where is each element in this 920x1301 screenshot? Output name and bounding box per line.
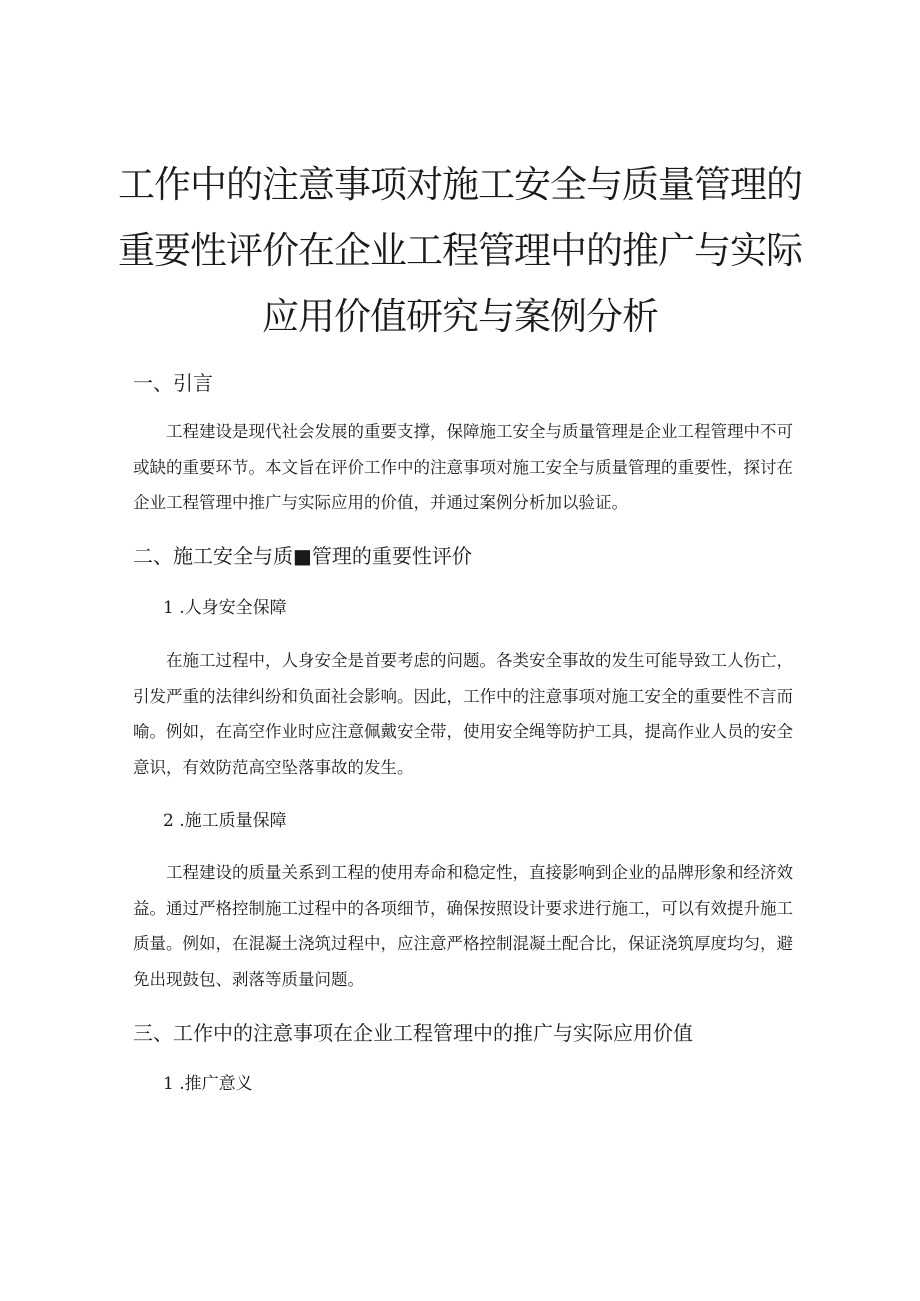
- title-line-1: 工作中的注意事项对施工安全与质量管理的: [118, 163, 802, 206]
- subsection-heading-personal-safety: 1 .人身安全保障: [163, 598, 287, 618]
- document-title: [0, 152, 920, 350]
- title-line-2: 重要性评价在企业工程管理中的推广与实际: [118, 229, 802, 272]
- subsection-heading-construction-quality: 2 .施工质量保障: [163, 811, 287, 831]
- subsection-heading-promotion-significance: 1 .推广意义: [163, 1074, 253, 1094]
- title-line-3: 应用价值研究与案例分析: [262, 295, 658, 338]
- paragraph-personal-safety: 在施工过程中，人身安全是首要考虑的问题。各类安全事故的发生可能导致工人伤亡，引发严重的法律纠纷和负面社会影响。因此，工作中的注意事项对施工安全的重要性不言而喻。例如，在高空作业时应注意佩戴安全带，使用安全绳等防护工具，提高作业人员的安全意识，有效防范高空坠落事故的发生。: [133, 651, 793, 777]
- paragraph-construction-quality: 工程建设的质量关系到工程的使用寿命和稳定性，直接影响到企业的品牌形象和经济效益。通过严格控制施工过程中的各项细节，确保按照设计要求进行施工，可以有效提升施工质量。例如，在混凝土浇筑过程中，应注意严格控制混凝土配合比，保证浇筑厚度均匀，避免出现鼓包、剥落等质量问题。: [133, 863, 793, 989]
- section-heading-importance-evaluation: 二、施工安全与质■管理的重要性评价: [133, 544, 472, 568]
- section-heading-promotion-value: 三、工作中的注意事项在企业工程管理中的推广与实际应用价值: [133, 1021, 693, 1045]
- paragraph-introduction: 工程建设是现代社会发展的重要支撑，保障施工安全与质量管理是企业工程管理中不可或缺的重要环节。本文旨在评价工作中的注意事项对施工安全与质量管理的重要性，探讨在企业工程管理中推广与实际应用的价值，并通过案例分析加以验证。: [133, 422, 793, 512]
- section-heading-introduction: 一、引言: [133, 371, 213, 395]
